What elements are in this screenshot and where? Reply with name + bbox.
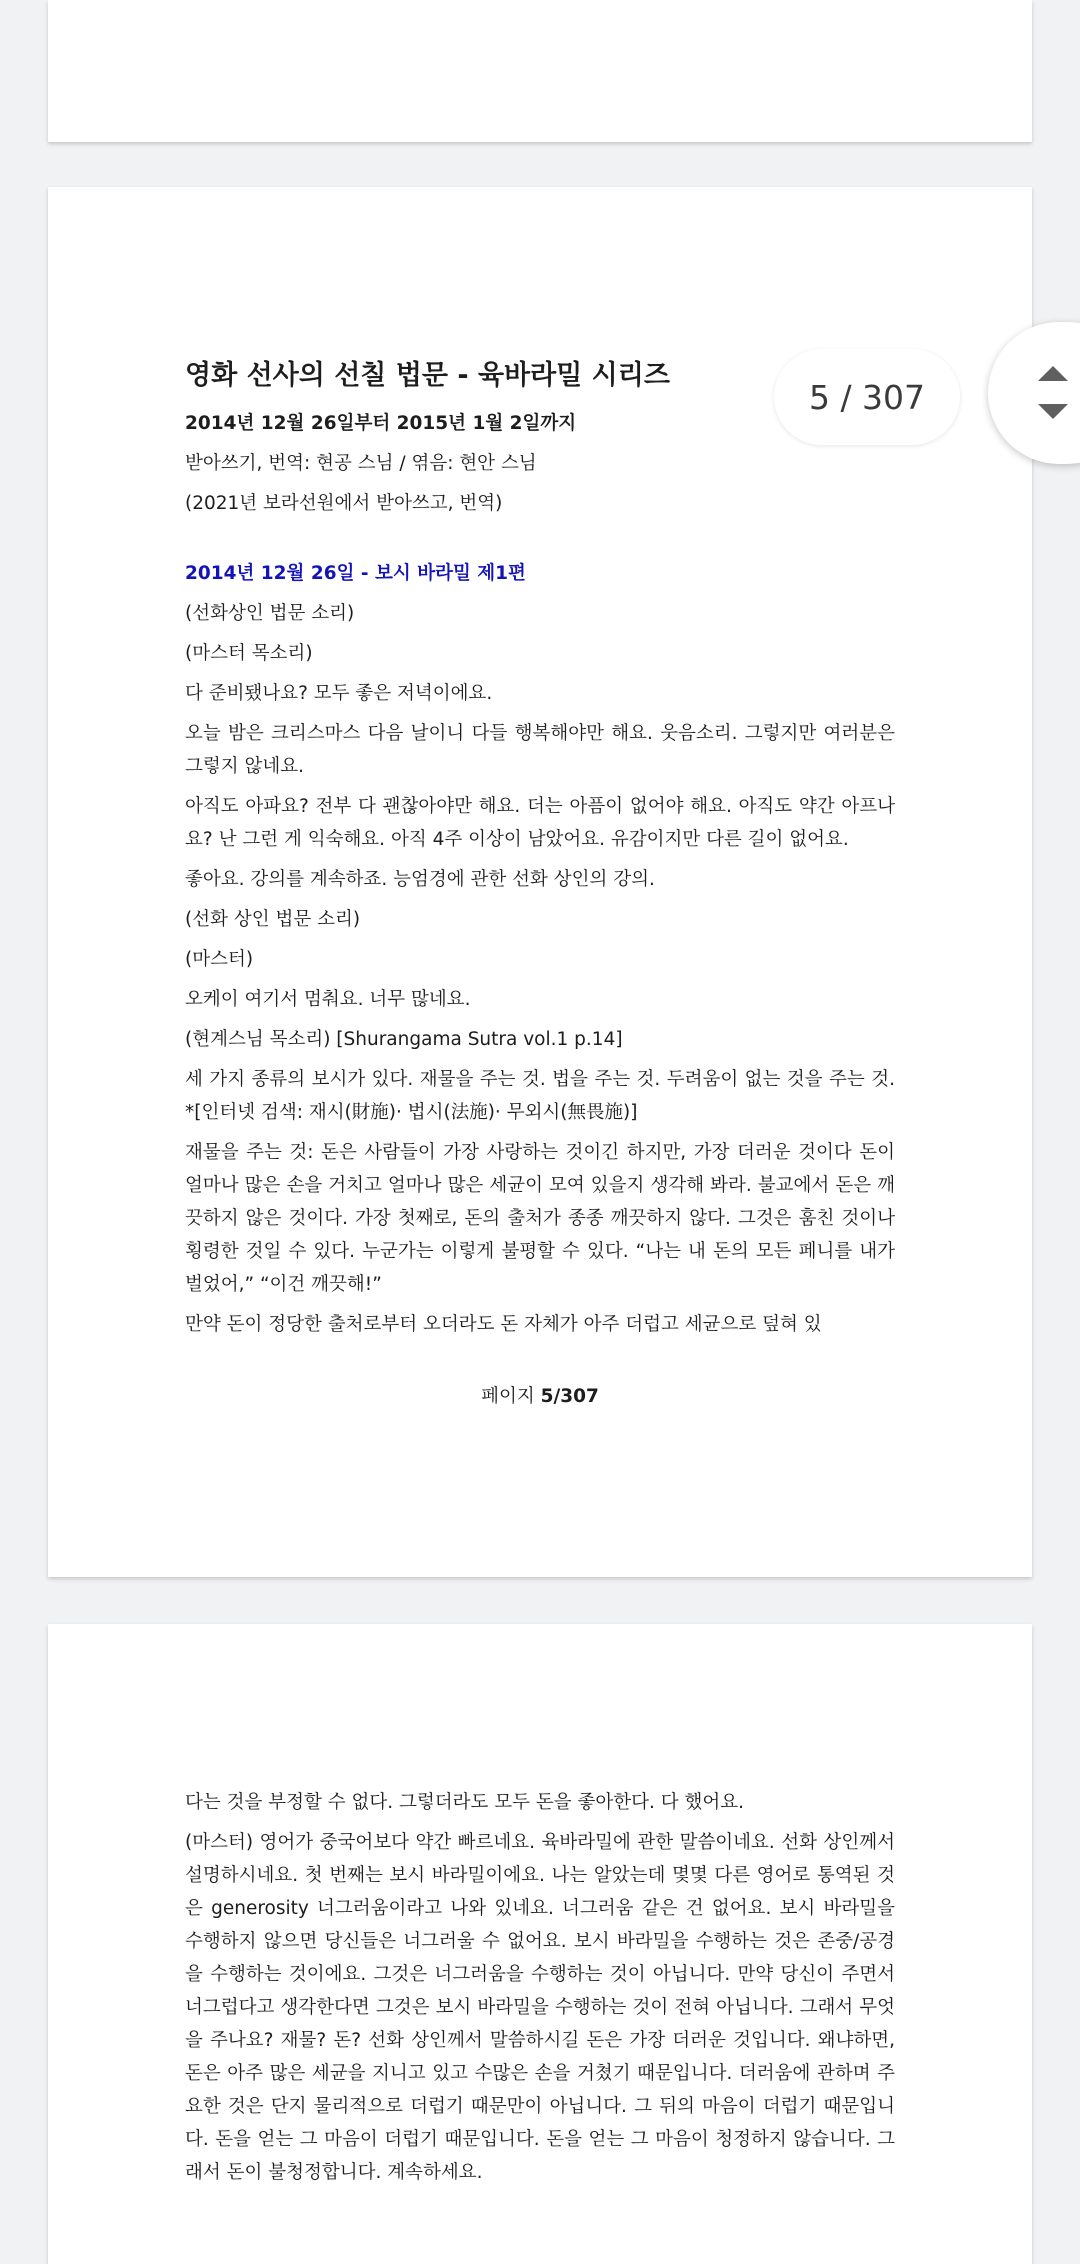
page-content xyxy=(185,357,895,1348)
page-footer xyxy=(48,1382,1032,1408)
credits: 받아쓰기, 번역: 현공 스님 / 엮음: 현안 스님 xyxy=(185,453,537,474)
paragraph: (마스터 목소리) xyxy=(185,643,313,664)
paragraph: 오늘 밤은 크리스마스 다음 날이니 다들 행복해야만 해요. 웃음소리. 그렇지만 여러분은 그렇지 않네요. xyxy=(185,723,895,777)
paragraph: 세 가지 종류의 보시가 있다. 재물을 주는 것. 법을 주는 것. 두려움이 없는 것을 주는 것. *[인터넷 검색: 재시(財施)· 법시(法施)· 무외시(無畏施)] xyxy=(185,1069,895,1123)
date-range: 2014년 12월 26일부터 2015년 1월 2일까지 xyxy=(185,413,577,434)
section-heading: 2014년 12월 26일 - 보시 바라밀 제1편 xyxy=(185,563,526,584)
pdf-page-next xyxy=(48,1624,1032,2264)
page-footer-number: 5/307 xyxy=(540,1386,599,1407)
paragraph: (현계스님 목소리) [Shurangama Sutra vol.1 p.14] xyxy=(185,1029,623,1050)
paragraph: (선화상인 법문 소리) xyxy=(185,603,355,624)
paragraph: (마스터) 영어가 중국어보다 약간 빠르네요. 육바라밀에 관한 말씀이네요. 선화 상인께서 설명하시네요. 첫 번째는 보시 바라밀이에요. 나는 알았는데 몇몇 다른 영어로 통역된 것은 generosity 너그러움이라고 나와 있네요. 너그러움 같은 건 없어요. 보시 바라밀을 수행하지 않으면 당신들은 너그러울 수 없어요. 보시 바라밀을 수행하는 것은 존중/공경을 수행하는 것이에요. 그것은 너그러움을 수행하는 것이 아닙니다. 만약 당신이 주면서 너그럽다고 생각한다면 그것은 보시 바라밀을 수행하는 것이 전혀 아닙니다. 그래서 무엇을 주나요? 재물? 돈? 선화 상인께서 말씀하시길 돈은 가장 더러운 것입니다. 왜냐하면, 돈은 아주 많은 세균을 지니고 있고 수많은 손을 거쳤기 때문입니다. 더러움에 관하며 주요한 것은 단지 물리적으로 더럽기 때문만이 아닙니다. 그 뒤의 마음이 더럽기 때문입니다. 돈을 얻는 그 마음이 더럽기 때문입니다. 돈을 얻는 그 마음이 청정하지 않습니다. 그래서 돈이 불청정합니다. 계속하세요. xyxy=(185,1832,895,2183)
paragraph: (마스터) xyxy=(185,949,254,970)
paragraph: (선화 상인 법문 소리) xyxy=(185,909,361,930)
paragraph: 아직도 아파요? 전부 다 괜찮아야만 해요. 더는 아픔이 없어야 해요. 아직도 약간 아프나요? 난 그런 게 익숙해요. 아직 4주 이상이 남았어요. 유감이지만 다른 길이 없어요. xyxy=(185,796,895,850)
page-footer-label: 페이지 xyxy=(481,1386,535,1407)
triangle-down-icon xyxy=(1038,404,1068,419)
document-title: 영화 선사의 선칠 법문 - 육바라밀 시리즈 xyxy=(185,360,670,391)
paragraph: 다는 것을 부정할 수 없다. 그렇더라도 모두 돈을 좋아한다. 다 했어요. xyxy=(185,1792,744,1813)
triangle-up-icon xyxy=(1038,366,1068,381)
paragraph: 만약 돈이 정당한 출처로부터 오더라도 돈 자체가 아주 더럽고 세균으로 덮혀 있 xyxy=(185,1314,822,1335)
page-indicator[interactable]: 5 / 307 xyxy=(774,349,960,445)
paragraph: 오케이 여기서 멈춰요. 너무 많네요. xyxy=(185,989,471,1010)
pdf-page-previous xyxy=(48,0,1032,142)
page-content xyxy=(185,1786,895,2196)
paragraph: 다 준비됐나요? 모두 좋은 저녁이에요. xyxy=(185,683,493,704)
note: (2021년 보라선원에서 받아쓰고, 번역) xyxy=(185,493,503,514)
paragraph: 재물을 주는 것: 돈은 사람들이 가장 사랑하는 것이긴 하지만, 가장 더러운 것이다 돈이 얼마나 많은 손을 거치고 얼마나 많은 세균이 모여 있을지 생각해 봐라. 불교에서 돈은 깨끗하지 않은 것이다. 가장 첫째로, 돈의 출처가 종종 깨끗하지 않다. 그것은 훔친 것이나 횡령한 것일 수 있다. 누군가는 이렇게 불평할 수 있다. “나는 내 돈의 모든 페니를 내가 벌었어,” “이건 깨끗해!” xyxy=(185,1142,895,1295)
paragraph: 좋아요. 강의를 계속하죠. 능엄경에 관한 선화 상인의 강의. xyxy=(185,869,655,890)
